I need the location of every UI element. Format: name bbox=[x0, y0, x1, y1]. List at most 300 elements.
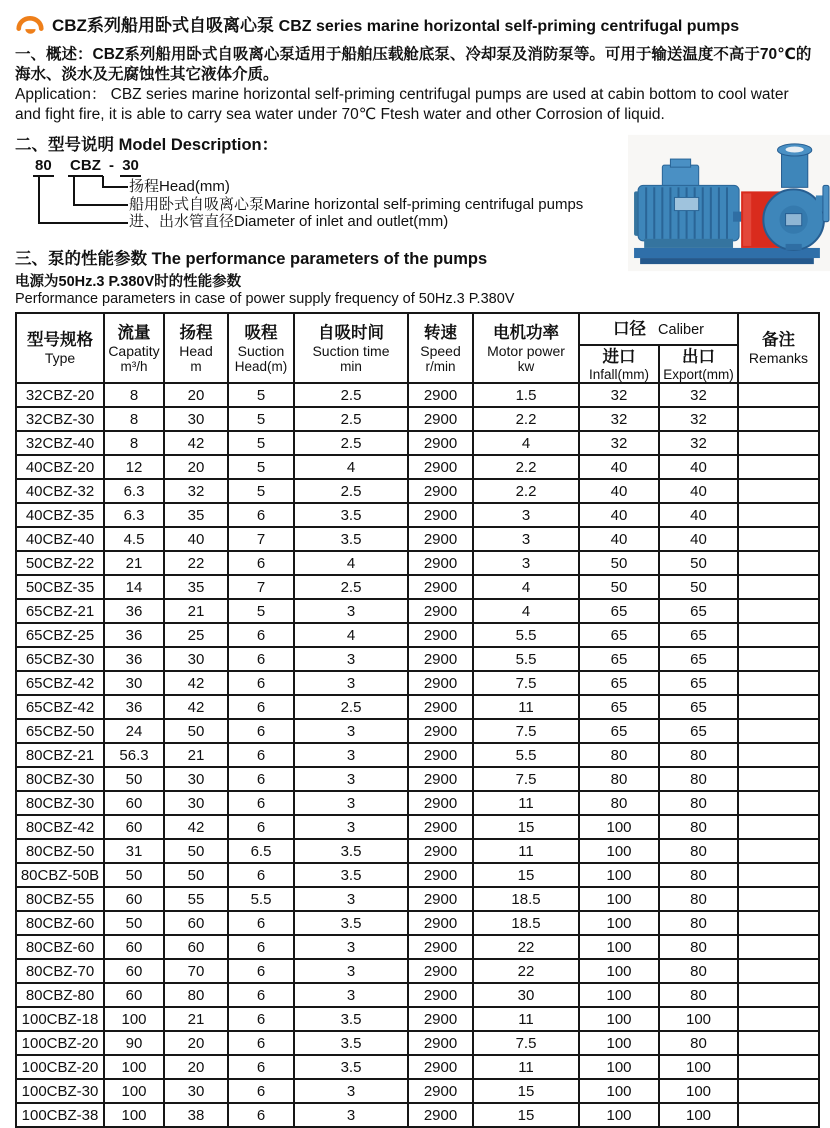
table-cell: 80CBZ-70 bbox=[16, 959, 104, 983]
table-cell: 11 bbox=[473, 1007, 579, 1031]
table-cell: 3 bbox=[294, 719, 408, 743]
table-cell: 100 bbox=[659, 1103, 738, 1127]
table-cell: 6 bbox=[228, 551, 294, 575]
table-cell: 2900 bbox=[408, 911, 473, 935]
table-cell: 2900 bbox=[408, 863, 473, 887]
performance-table bbox=[15, 312, 820, 1128]
table-row bbox=[16, 551, 819, 575]
table-cell: 60 bbox=[164, 911, 228, 935]
table-cell: 35 bbox=[164, 503, 228, 527]
table-cell: 80 bbox=[164, 983, 228, 1007]
table-cell: 36 bbox=[104, 623, 164, 647]
table-cell: 3 bbox=[294, 599, 408, 623]
table-cell: 80 bbox=[659, 1031, 738, 1055]
table-cell: 8 bbox=[104, 407, 164, 431]
table-cell: 2900 bbox=[408, 1007, 473, 1031]
table-cell bbox=[738, 623, 819, 647]
table-cell: 2.2 bbox=[473, 479, 579, 503]
table-cell: 42 bbox=[164, 695, 228, 719]
table-cell: 65 bbox=[659, 671, 738, 695]
table-cell: 32 bbox=[659, 407, 738, 431]
table-cell: 100CBZ-20 bbox=[16, 1055, 104, 1079]
table-row bbox=[16, 479, 819, 503]
table-cell: 80CBZ-60 bbox=[16, 935, 104, 959]
table-cell: 65 bbox=[579, 671, 659, 695]
table-row bbox=[16, 911, 819, 935]
table-cell: 80 bbox=[579, 743, 659, 767]
table-cell: 80 bbox=[659, 911, 738, 935]
table-cell: 2900 bbox=[408, 599, 473, 623]
table-cell: 3.5 bbox=[294, 1007, 408, 1031]
table-cell: 60 bbox=[104, 791, 164, 815]
table-cell bbox=[738, 647, 819, 671]
page-title-en: CBZ series marine horizontal self-priming centrifugal pumps bbox=[278, 17, 740, 35]
table-cell bbox=[738, 455, 819, 479]
table-cell: 80CBZ-80 bbox=[16, 983, 104, 1007]
table-cell: 80 bbox=[659, 959, 738, 983]
table-cell: 65CBZ-50 bbox=[16, 719, 104, 743]
table-cell: 21 bbox=[164, 599, 228, 623]
table-cell: 3 bbox=[294, 959, 408, 983]
table-cell bbox=[738, 863, 819, 887]
performance-subheading-en: Performance parameters in case of power supply frequency of 50Hz.3 P.380V bbox=[15, 291, 515, 307]
pump-photo bbox=[628, 134, 830, 272]
model-code-diameter: 80 bbox=[33, 157, 54, 177]
table-cell: 42 bbox=[164, 671, 228, 695]
table-row bbox=[16, 503, 819, 527]
table-cell: 2900 bbox=[408, 983, 473, 1007]
table-cell: 30 bbox=[164, 767, 228, 791]
table-cell: 30 bbox=[164, 791, 228, 815]
table-cell: 3.5 bbox=[294, 911, 408, 935]
col-header-speed: 转速 Speed r/min bbox=[408, 313, 473, 383]
table-cell bbox=[738, 527, 819, 551]
page-title bbox=[52, 11, 739, 36]
table-cell: 20 bbox=[164, 383, 228, 407]
diagram-label-series: 船用卧式自吸离心泵Marine horizontal self-priming centrifugal pumps bbox=[129, 196, 584, 213]
col-header-suction-time: 自吸时间 Suction time min bbox=[294, 313, 408, 383]
table-cell: 2900 bbox=[408, 575, 473, 599]
table-cell: 65 bbox=[659, 695, 738, 719]
table-cell: 2900 bbox=[408, 719, 473, 743]
table-row bbox=[16, 1055, 819, 1079]
table-cell: 80 bbox=[659, 983, 738, 1007]
table-cell: 2.2 bbox=[473, 455, 579, 479]
table-cell: 50 bbox=[579, 551, 659, 575]
table-row bbox=[16, 743, 819, 767]
table-cell: 30 bbox=[164, 647, 228, 671]
table-cell: 8 bbox=[104, 431, 164, 455]
table-cell: 40CBZ-20 bbox=[16, 455, 104, 479]
table-cell: 5.5 bbox=[473, 623, 579, 647]
table-cell: 2.5 bbox=[294, 383, 408, 407]
table-cell: 100 bbox=[579, 815, 659, 839]
table-cell: 6 bbox=[228, 647, 294, 671]
table-cell: 3.5 bbox=[294, 863, 408, 887]
table-cell: 6 bbox=[228, 1031, 294, 1055]
table-cell: 80 bbox=[659, 887, 738, 911]
table-cell: 65CBZ-42 bbox=[16, 695, 104, 719]
table-cell: 42 bbox=[164, 431, 228, 455]
table-cell: 6 bbox=[228, 743, 294, 767]
table-cell: 6 bbox=[228, 767, 294, 791]
table-cell: 80CBZ-50B bbox=[16, 863, 104, 887]
table-cell: 100 bbox=[104, 1055, 164, 1079]
table-cell: 3.5 bbox=[294, 527, 408, 551]
table-cell: 7.5 bbox=[473, 1031, 579, 1055]
table-cell: 3 bbox=[294, 791, 408, 815]
table-cell: 6 bbox=[228, 503, 294, 527]
table-cell: 40 bbox=[579, 479, 659, 503]
col-header-capacity: 流量 Capatity m³/h bbox=[104, 313, 164, 383]
table-cell: 32 bbox=[164, 479, 228, 503]
table-cell: 38 bbox=[164, 1103, 228, 1127]
col-header-export: 出口 Export(mm) bbox=[659, 345, 738, 383]
table-cell: 2.5 bbox=[294, 431, 408, 455]
performance-table-body bbox=[16, 383, 819, 1127]
model-code-head: 30 bbox=[120, 157, 141, 177]
table-cell bbox=[738, 887, 819, 911]
table-cell: 3 bbox=[294, 647, 408, 671]
table-cell: 30 bbox=[104, 671, 164, 695]
table-cell: 80CBZ-30 bbox=[16, 791, 104, 815]
table-cell: 2900 bbox=[408, 791, 473, 815]
table-cell: 6 bbox=[228, 815, 294, 839]
table-cell: 2900 bbox=[408, 431, 473, 455]
table-cell: 15 bbox=[473, 815, 579, 839]
model-code bbox=[33, 157, 141, 177]
table-cell: 100 bbox=[579, 911, 659, 935]
table-cell: 3 bbox=[294, 1103, 408, 1127]
table-cell: 20 bbox=[164, 455, 228, 479]
table-cell: 14 bbox=[104, 575, 164, 599]
table-cell bbox=[738, 551, 819, 575]
col-header-suction-head: 吸程 Suction Head(m) bbox=[228, 313, 294, 383]
table-cell: 2900 bbox=[408, 935, 473, 959]
table-cell: 5 bbox=[228, 383, 294, 407]
page-title-cn: CBZ系列船用卧式自吸离心泵 bbox=[52, 15, 274, 35]
table-cell: 40 bbox=[659, 503, 738, 527]
connector-line-diameter bbox=[38, 176, 128, 224]
table-cell: 21 bbox=[164, 1007, 228, 1031]
table-cell: 65 bbox=[659, 599, 738, 623]
table-cell: 2900 bbox=[408, 551, 473, 575]
table-row bbox=[16, 1103, 819, 1127]
table-cell: 2.5 bbox=[294, 479, 408, 503]
table-cell: 3 bbox=[473, 551, 579, 575]
table-cell bbox=[738, 503, 819, 527]
table-cell: 36 bbox=[104, 599, 164, 623]
table-cell: 18.5 bbox=[473, 911, 579, 935]
table-cell: 70 bbox=[164, 959, 228, 983]
table-cell: 40 bbox=[579, 455, 659, 479]
table-cell: 80CBZ-60 bbox=[16, 911, 104, 935]
table-cell: 100 bbox=[579, 935, 659, 959]
table-cell: 40 bbox=[659, 527, 738, 551]
table-cell: 20 bbox=[164, 1031, 228, 1055]
table-cell bbox=[738, 1103, 819, 1127]
table-cell: 4 bbox=[473, 575, 579, 599]
table-cell: 65 bbox=[659, 623, 738, 647]
table-cell: 80 bbox=[659, 815, 738, 839]
table-cell: 6 bbox=[228, 791, 294, 815]
table-cell: 6 bbox=[228, 935, 294, 959]
table-cell bbox=[738, 743, 819, 767]
table-row bbox=[16, 1031, 819, 1055]
table-cell: 12 bbox=[104, 455, 164, 479]
table-cell: 65CBZ-42 bbox=[16, 671, 104, 695]
table-cell: 3 bbox=[294, 767, 408, 791]
table-cell: 60 bbox=[104, 887, 164, 911]
table-cell: 2900 bbox=[408, 959, 473, 983]
table-row bbox=[16, 791, 819, 815]
table-cell: 90 bbox=[104, 1031, 164, 1055]
table-cell: 32 bbox=[579, 407, 659, 431]
table-cell: 3.5 bbox=[294, 503, 408, 527]
table-cell: 100CBZ-30 bbox=[16, 1079, 104, 1103]
table-cell: 80 bbox=[659, 743, 738, 767]
table-cell: 11 bbox=[473, 791, 579, 815]
table-cell: 2900 bbox=[408, 1103, 473, 1127]
table-cell: 3 bbox=[294, 671, 408, 695]
table-cell: 100 bbox=[579, 839, 659, 863]
table-cell: 40 bbox=[579, 503, 659, 527]
table-cell: 80CBZ-55 bbox=[16, 887, 104, 911]
table-cell: 11 bbox=[473, 1055, 579, 1079]
table-cell: 3 bbox=[473, 527, 579, 551]
table-cell: 80CBZ-50 bbox=[16, 839, 104, 863]
table-cell: 6 bbox=[228, 959, 294, 983]
table-cell: 2900 bbox=[408, 1031, 473, 1055]
table-cell: 5 bbox=[228, 479, 294, 503]
table-cell: 50 bbox=[164, 863, 228, 887]
table-row bbox=[16, 719, 819, 743]
table-cell: 2900 bbox=[408, 815, 473, 839]
table-row bbox=[16, 407, 819, 431]
table-cell bbox=[738, 791, 819, 815]
table-row bbox=[16, 959, 819, 983]
table-cell: 2900 bbox=[408, 479, 473, 503]
table-row bbox=[16, 983, 819, 1007]
table-cell: 60 bbox=[104, 959, 164, 983]
table-cell: 2.5 bbox=[294, 575, 408, 599]
table-row bbox=[16, 647, 819, 671]
page-header bbox=[15, 8, 818, 38]
diagram-label-diameter: 进、出水管直径Diameter of inlet and outlet(mm) bbox=[129, 213, 449, 230]
table-cell: 80 bbox=[659, 767, 738, 791]
table-cell: 31 bbox=[104, 839, 164, 863]
table-cell bbox=[738, 575, 819, 599]
table-cell: 80 bbox=[659, 791, 738, 815]
table-cell: 25 bbox=[164, 623, 228, 647]
table-cell: 4 bbox=[473, 599, 579, 623]
table-cell bbox=[738, 407, 819, 431]
arc-swoosh-icon bbox=[15, 10, 45, 36]
table-cell: 65CBZ-21 bbox=[16, 599, 104, 623]
table-cell: 22 bbox=[164, 551, 228, 575]
table-cell: 40 bbox=[659, 479, 738, 503]
table-cell: 20 bbox=[164, 1055, 228, 1079]
table-cell: 65 bbox=[579, 647, 659, 671]
table-cell: 6 bbox=[228, 719, 294, 743]
table-cell: 100 bbox=[659, 1079, 738, 1103]
table-cell: 80CBZ-42 bbox=[16, 815, 104, 839]
table-cell: 4 bbox=[294, 455, 408, 479]
table-cell: 50 bbox=[164, 719, 228, 743]
table-cell bbox=[738, 599, 819, 623]
table-row bbox=[16, 695, 819, 719]
table-cell: 30 bbox=[473, 983, 579, 1007]
table-cell: 80 bbox=[659, 863, 738, 887]
table-cell: 100CBZ-20 bbox=[16, 1031, 104, 1055]
table-row bbox=[16, 767, 819, 791]
table-cell: 4.5 bbox=[104, 527, 164, 551]
table-cell: 80 bbox=[579, 791, 659, 815]
table-row bbox=[16, 839, 819, 863]
table-cell: 100 bbox=[579, 887, 659, 911]
table-cell: 3 bbox=[294, 815, 408, 839]
table-cell: 4 bbox=[294, 623, 408, 647]
table-cell: 60 bbox=[104, 815, 164, 839]
table-cell: 50CBZ-35 bbox=[16, 575, 104, 599]
table-cell: 11 bbox=[473, 839, 579, 863]
table-cell: 40CBZ-35 bbox=[16, 503, 104, 527]
table-cell: 40CBZ-40 bbox=[16, 527, 104, 551]
table-cell: 100 bbox=[579, 1007, 659, 1031]
table-cell: 50 bbox=[659, 551, 738, 575]
table-row bbox=[16, 431, 819, 455]
table-cell: 35 bbox=[164, 575, 228, 599]
model-description-heading: 二、型号说明 Model Description： bbox=[15, 136, 279, 154]
table-cell: 80 bbox=[659, 935, 738, 959]
col-header-head: 扬程 Head m bbox=[164, 313, 228, 383]
table-cell: 6 bbox=[228, 983, 294, 1007]
table-row bbox=[16, 599, 819, 623]
table-cell: 50CBZ-22 bbox=[16, 551, 104, 575]
table-cell: 7.5 bbox=[473, 671, 579, 695]
table-cell: 100 bbox=[579, 1055, 659, 1079]
table-row bbox=[16, 671, 819, 695]
table-cell: 7 bbox=[228, 575, 294, 599]
table-cell: 100 bbox=[579, 1079, 659, 1103]
table-cell bbox=[738, 839, 819, 863]
table-cell: 2900 bbox=[408, 1079, 473, 1103]
table-cell: 32 bbox=[659, 431, 738, 455]
table-cell bbox=[738, 1031, 819, 1055]
table-cell: 5 bbox=[228, 455, 294, 479]
table-cell: 65 bbox=[659, 719, 738, 743]
table-cell bbox=[738, 767, 819, 791]
table-row bbox=[16, 575, 819, 599]
table-cell: 6 bbox=[228, 695, 294, 719]
table-cell: 2900 bbox=[408, 695, 473, 719]
table-cell: 80 bbox=[579, 767, 659, 791]
table-cell: 6.5 bbox=[228, 839, 294, 863]
table-cell: 100 bbox=[579, 1031, 659, 1055]
table-cell bbox=[738, 983, 819, 1007]
table-row bbox=[16, 815, 819, 839]
table-cell: 36 bbox=[104, 647, 164, 671]
table-row bbox=[16, 527, 819, 551]
table-cell: 100 bbox=[104, 1007, 164, 1031]
table-cell: 2900 bbox=[408, 839, 473, 863]
table-cell: 15 bbox=[473, 1079, 579, 1103]
table-cell: 40CBZ-32 bbox=[16, 479, 104, 503]
col-header-motor-power: 电机功率 Motor power kw bbox=[473, 313, 579, 383]
table-cell: 2900 bbox=[408, 743, 473, 767]
table-cell: 65 bbox=[579, 599, 659, 623]
table-cell: 2900 bbox=[408, 527, 473, 551]
table-cell: 32CBZ-20 bbox=[16, 383, 104, 407]
table-cell: 30 bbox=[164, 1079, 228, 1103]
table-cell: 15 bbox=[473, 1103, 579, 1127]
table-cell: 5.5 bbox=[473, 743, 579, 767]
performance-heading: 三、泵的性能参数 The performance parameters of the pumps bbox=[15, 250, 488, 268]
table-row bbox=[16, 887, 819, 911]
table-cell: 30 bbox=[164, 407, 228, 431]
table-cell bbox=[738, 911, 819, 935]
table-cell: 65 bbox=[579, 695, 659, 719]
table-cell: 6.3 bbox=[104, 503, 164, 527]
table-cell: 2.5 bbox=[294, 407, 408, 431]
table-cell: 6 bbox=[228, 1055, 294, 1079]
table-cell: 2900 bbox=[408, 623, 473, 647]
table-cell: 2900 bbox=[408, 887, 473, 911]
table-cell: 32 bbox=[659, 383, 738, 407]
table-cell: 100 bbox=[579, 983, 659, 1007]
table-cell: 100 bbox=[579, 959, 659, 983]
table-cell: 2900 bbox=[408, 455, 473, 479]
table-cell: 2900 bbox=[408, 383, 473, 407]
table-cell: 5 bbox=[228, 407, 294, 431]
table-cell: 80CBZ-30 bbox=[16, 767, 104, 791]
overview-paragraph-cn: 一、概述：CBZ系列船用卧式自吸离心泵适用于船舶压载舱底泵、冷却泵及消防泵等。可用于输送温度不高于70℃的海水、淡水及无腐蚀性其它液体介质。 bbox=[15, 46, 812, 83]
table-cell: 100 bbox=[104, 1079, 164, 1103]
table-cell: 3 bbox=[294, 935, 408, 959]
table-cell: 40 bbox=[164, 527, 228, 551]
col-header-infall: 进口 Infall(mm) bbox=[579, 345, 659, 383]
table-cell: 32 bbox=[579, 383, 659, 407]
table-cell bbox=[738, 1007, 819, 1031]
table-cell: 80 bbox=[659, 839, 738, 863]
table-cell: 4 bbox=[294, 551, 408, 575]
table-cell: 6.3 bbox=[104, 479, 164, 503]
table-cell: 3 bbox=[294, 743, 408, 767]
table-cell: 4 bbox=[473, 431, 579, 455]
col-header-remarks: 备注 Remanks bbox=[738, 313, 819, 383]
table-cell: 2900 bbox=[408, 767, 473, 791]
table-cell: 55 bbox=[164, 887, 228, 911]
table-cell: 6 bbox=[228, 911, 294, 935]
table-cell: 2900 bbox=[408, 503, 473, 527]
table-cell: 80CBZ-21 bbox=[16, 743, 104, 767]
col-header-type: 型号规格 Type bbox=[16, 313, 104, 383]
table-cell: 15 bbox=[473, 863, 579, 887]
table-cell: 5 bbox=[228, 431, 294, 455]
table-cell: 3 bbox=[294, 1079, 408, 1103]
table-cell: 2900 bbox=[408, 671, 473, 695]
table-cell: 6 bbox=[228, 623, 294, 647]
table-cell: 21 bbox=[104, 551, 164, 575]
table-cell: 40 bbox=[659, 455, 738, 479]
table-cell: 65CBZ-30 bbox=[16, 647, 104, 671]
overview-paragraph-en: Application： CBZ series marine horizontal self-priming centrifugal pumps are used at cabin bottom to cool water and fight fire, it is able to carry sea water under 70℃ Ftesh water and other Corrosion of liquid. bbox=[15, 86, 789, 123]
table-cell: 2.5 bbox=[294, 695, 408, 719]
table-cell: 50 bbox=[659, 575, 738, 599]
table-cell: 50 bbox=[104, 911, 164, 935]
table-cell: 50 bbox=[104, 863, 164, 887]
table-cell: 100 bbox=[659, 1007, 738, 1031]
